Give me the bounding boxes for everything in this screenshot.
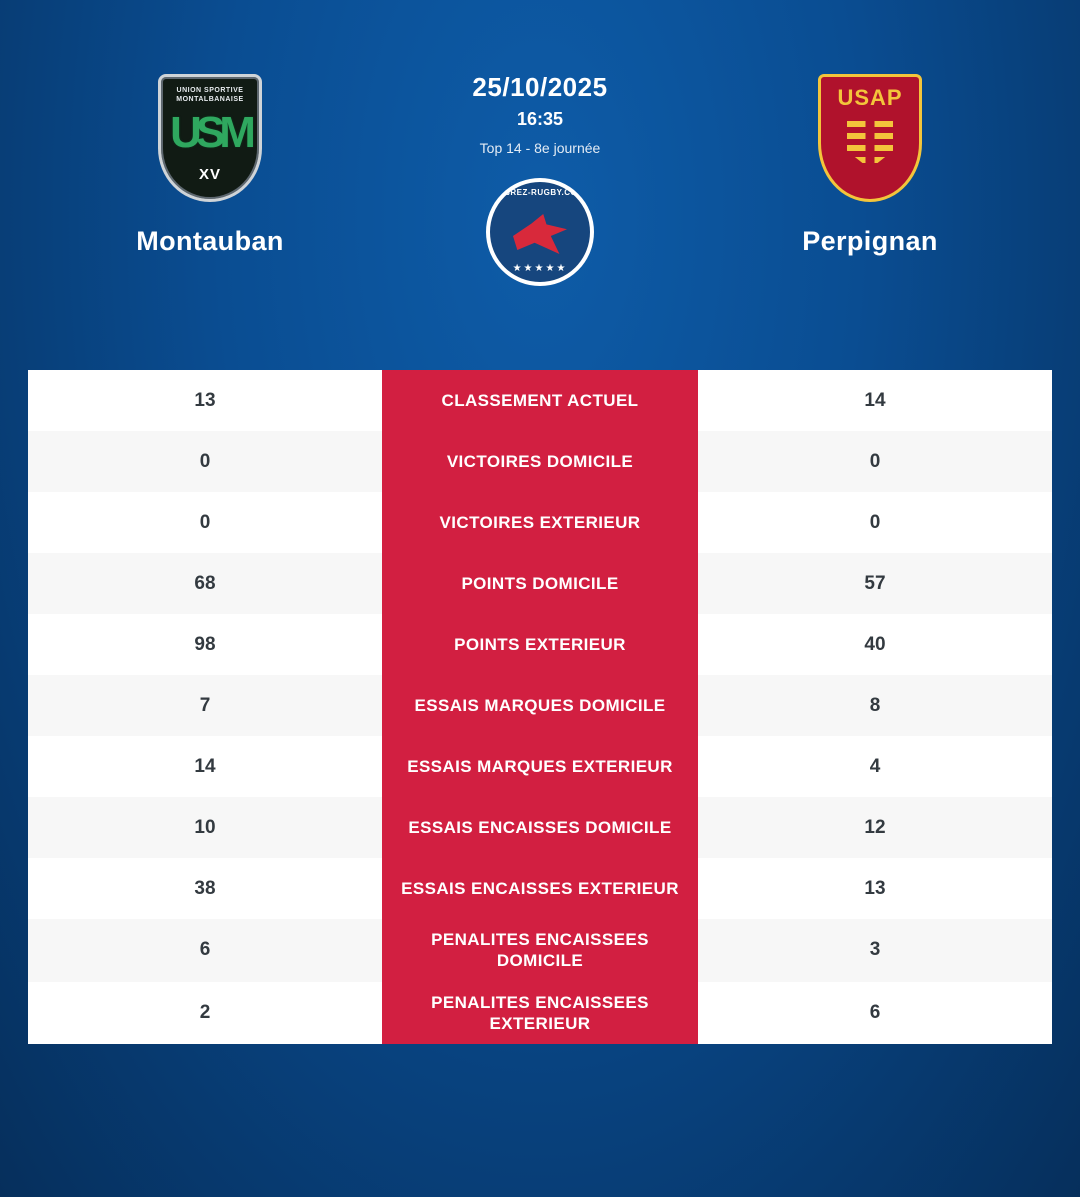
stat-label: CLASSEMENT ACTUEL — [382, 370, 698, 431]
table-row — [28, 982, 1052, 1045]
home-team — [60, 72, 360, 257]
home-stat-value: 10 — [28, 797, 382, 858]
match-time: 16:35 — [516, 109, 564, 129]
away-stat-value: 6 — [698, 982, 1052, 1045]
stat-label: ESSAIS ENCAISSES EXTERIEUR — [382, 858, 698, 919]
crest-shield — [158, 74, 262, 202]
crest-subtext: XV — [198, 166, 221, 183]
table-row — [28, 919, 1052, 982]
away-stat-value: 14 — [698, 370, 1052, 431]
stat-label: PENALITES ENCAISSEES DOMICILE — [382, 919, 698, 982]
stat-label: VICTOIRES EXTERIEUR — [382, 492, 698, 553]
away-stat-value: 12 — [698, 797, 1052, 858]
away-stat-value: 0 — [698, 431, 1052, 492]
match-header — [0, 0, 1080, 370]
match-info — [380, 72, 700, 286]
match-date: 25/10/2025 — [472, 72, 608, 102]
away-stat-value: 3 — [698, 919, 1052, 982]
home-team-name: Montauban — [136, 226, 284, 256]
home-stat-value: 6 — [28, 919, 382, 982]
away-stat-value: 57 — [698, 553, 1052, 614]
away-team — [720, 72, 1020, 257]
table-row — [28, 858, 1052, 919]
table-row — [28, 614, 1052, 675]
stat-label: VICTOIRES DOMICILE — [382, 431, 698, 492]
table-row — [28, 797, 1052, 858]
site-logo — [486, 178, 594, 286]
stat-label: POINTS DOMICILE — [382, 553, 698, 614]
site-logo-text: VIBREZ-RUGBY.COM — [495, 188, 585, 197]
table-row — [28, 736, 1052, 797]
home-stat-value: 0 — [28, 431, 382, 492]
home-stat-value: 68 — [28, 553, 382, 614]
home-stat-value: 2 — [28, 982, 382, 1045]
home-stat-value: 13 — [28, 370, 382, 431]
stat-label: ESSAIS MARQUES DOMICILE — [382, 675, 698, 736]
stars-icon: ★★★★★ — [512, 263, 568, 274]
away-team-name: Perpignan — [802, 226, 938, 256]
away-stat-value: 0 — [698, 492, 1052, 553]
crest-shield — [818, 74, 922, 202]
away-stat-value: 40 — [698, 614, 1052, 675]
eagle-icon — [513, 214, 567, 254]
away-stat-value: 4 — [698, 736, 1052, 797]
crest-center-bar — [866, 117, 875, 173]
home-stat-value: 14 — [28, 736, 382, 797]
stat-label: POINTS EXTERIEUR — [382, 614, 698, 675]
away-stat-value: 13 — [698, 858, 1052, 919]
home-stat-value: 98 — [28, 614, 382, 675]
crest-monogram: USM — [170, 108, 250, 157]
table-row — [28, 370, 1052, 431]
away-stat-value: 8 — [698, 675, 1052, 736]
home-stat-value: 38 — [28, 858, 382, 919]
home-crest-wrap — [158, 72, 262, 204]
stat-label: ESSAIS MARQUES EXTERIEUR — [382, 736, 698, 797]
away-crest-wrap — [818, 72, 922, 204]
table-row — [28, 431, 1052, 492]
stat-label: PENALITES ENCAISSEES EXTERIEUR — [382, 982, 698, 1045]
table-row — [28, 492, 1052, 553]
match-competition: Top 14 - 8e journée — [479, 140, 601, 156]
montauban-crest-icon — [158, 74, 262, 202]
crest-top-text: UNION SPORTIVE MONTALBANAISE — [176, 87, 244, 103]
table-row — [28, 675, 1052, 736]
home-stat-value: 7 — [28, 675, 382, 736]
usap-crest-icon — [818, 74, 922, 202]
home-stat-value: 0 — [28, 492, 382, 553]
table-row — [28, 553, 1052, 614]
crest-label: USAP — [837, 85, 903, 110]
stat-label: ESSAIS ENCAISSES DOMICILE — [382, 797, 698, 858]
stats-table — [28, 370, 1052, 1044]
